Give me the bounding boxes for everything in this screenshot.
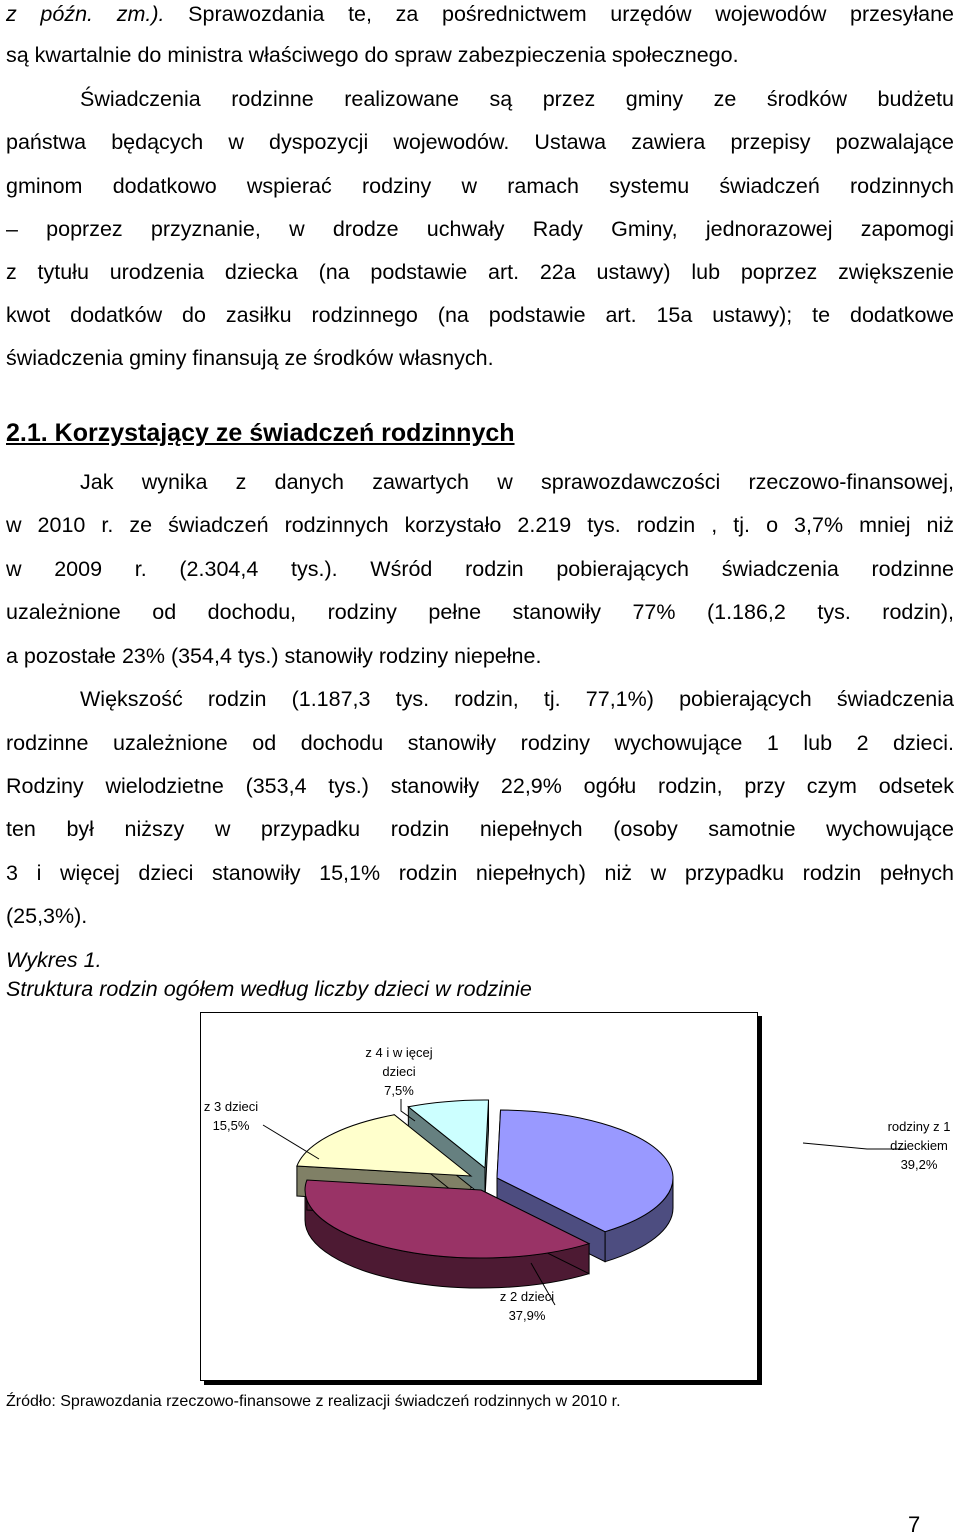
slice-label-line: z 3 dzieci — [203, 1099, 259, 1114]
text-line: z tytułu urodzenia dziecka (na podstawie art. 22a ustawy) lub poprzez zwiększenie — [6, 260, 954, 284]
text-line: (25,3%). — [6, 904, 88, 928]
slice-label — [204, 1099, 258, 1133]
figure-label: Wykres 1. — [6, 948, 102, 972]
figure-caption: Struktura rodzin ogółem według liczby dzieci w rodzinie — [6, 977, 532, 1001]
slice-label-line: 39,2% — [900, 1157, 938, 1172]
text-line: rodzinne uzależnione od dochodu stanowiły rodziny wychowujące 1 lub 2 dzieci. — [6, 731, 954, 755]
text-line: Większość rodzin (1.187,3 tys. rodzin, tj. 77,1%) pobierających świadczenia — [80, 687, 954, 711]
slice-label — [365, 1045, 432, 1098]
page-number: 7 — [908, 1512, 921, 1537]
text-line — [6, 0, 954, 28]
text-line: gminom dodatkowo wspierać rodziny w ramach systemu świadczeń rodzinnych — [6, 174, 954, 198]
text-line: – poprzez przyznanie, w drodze uchwały Rady Gminy, jednorazowej zapomogi — [6, 217, 954, 241]
text-line: a pozostałe 23% (354,4 tys.) stanowiły rodziny niepełne. — [6, 644, 542, 668]
slice-label-line: z 2 dzieci — [499, 1289, 555, 1304]
text-line: są kwartalnie do ministra właściwego do spraw zabezpieczenia społecznego. — [6, 43, 739, 67]
text-line: w 2010 r. ze świadczeń rodzinnych korzystało 2.219 tys. rodzin , tj. o 3,7% mniej niż — [6, 513, 954, 537]
text-line: państwa będących w dyspozycji wojewodów. Ustawa zawiera przepisy pozwalające — [6, 130, 954, 154]
text-line: kwot dodatków do zasiłku rodzinnego (na podstawie art. 15a ustawy); te dodatkowe — [6, 303, 954, 327]
pie-chart-canvas — [201, 1013, 951, 1380]
slice-label-line: 7,5% — [384, 1083, 414, 1098]
slice-label — [888, 1119, 951, 1172]
slice-label-line: dzieci — [382, 1064, 416, 1079]
slice-label — [500, 1289, 554, 1323]
text-line: w 2009 r. (2.304,4 tys.). Wśród rodzin pobierających świadczenia rodzinne — [6, 557, 954, 581]
text-line: uzależnione od dochodu, rodziny pełne stanowiły 77% (1.186,2 tys. rodzin), — [6, 600, 954, 624]
section-heading: 2.1. Korzystający ze świadczeń rodzinnych — [6, 419, 515, 447]
text-line: ten był niższy w przypadku rodzin niepełnych (osoby samotnie wychowujące — [6, 817, 954, 841]
slice-label-line: dzieckiem — [890, 1138, 948, 1153]
text-line: Świadczenia rodzinne realizowane są przez gminy ze środków budżetu — [80, 87, 954, 111]
slice-label-line: 15,5% — [212, 1118, 250, 1133]
slice-label-line: rodziny z 1 — [887, 1119, 951, 1134]
text-line: świadczenia gminy finansują ze środków własnych. — [6, 346, 494, 370]
text-line: 3 i więcej dzieci stanowiły 15,1% rodzin niepełnych) niż w przypadku rodzin pełnych — [6, 861, 954, 885]
line-text: Sprawozdania te, za pośrednictwem urzędów wojewodów przesyłane — [164, 2, 955, 26]
text-line: Jak wynika z danych zawartych w sprawozdawczości rzeczowo-finansowej, — [80, 470, 954, 494]
text-line: Rodziny wielodzietne (353,4 tys.) stanowiły 22,9% ogółu rodzin, przy czym odsetek — [6, 774, 954, 798]
citation-fragment: z późn. zm.). — [6, 2, 165, 26]
slice-label-line: 37,9% — [508, 1308, 546, 1323]
slice-label-line: z 4 i w ięcej — [365, 1045, 433, 1060]
source-note: Źródło: Sprawozdania rzeczowo-finansowe z realizacji świadczeń rodzinnych w 2010 r. — [6, 1393, 621, 1410]
leader-line — [263, 1125, 319, 1159]
pie-chart — [200, 1012, 951, 1381]
